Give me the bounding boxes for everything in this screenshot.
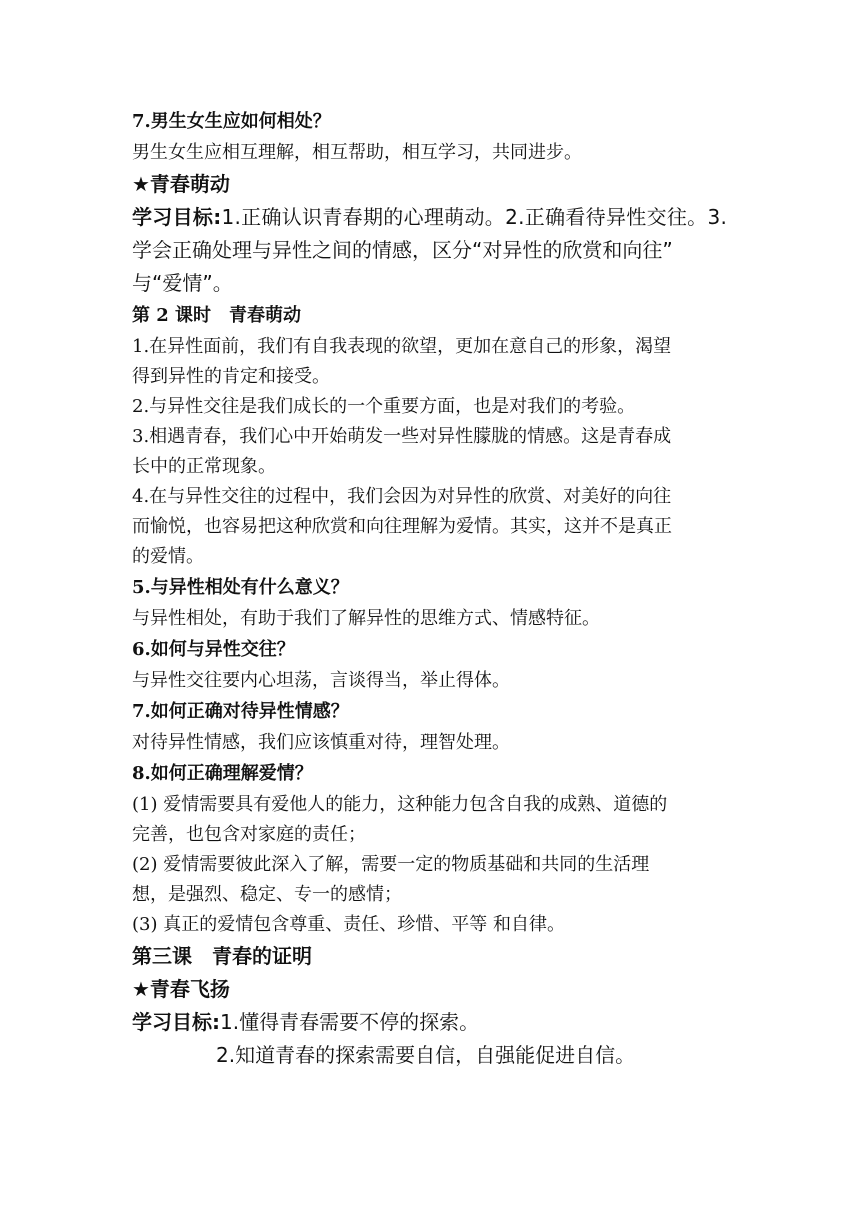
- learning-goals-continued: 学会正确处理与异性之间的情感，区分“对异性的欣赏和向往”: [132, 238, 673, 262]
- learning-goals-text: 1.正确认识青春期的心理萌动。2.正确看待异性交往。3.: [221, 205, 728, 229]
- question-heading: 7.男生女生应如何相处？: [132, 111, 331, 132]
- lesson-heading: 第 2 课时 青春萌动: [132, 305, 302, 326]
- learning-goals-continued: 2.知道青春的探索需要自信，自强能促进自信。: [216, 1043, 636, 1067]
- paragraph-line: 2.与异性交往是我们成长的一个重要方面，也是对我们的考验。: [132, 396, 636, 417]
- learning-goals: [132, 201, 744, 234]
- learning-goals-continued: 与“爱情”。: [132, 271, 233, 295]
- paragraph-line: 4.在与异性交往的过程中，我们会因为对异性的欣赏、对美好的向往: [132, 486, 672, 507]
- question-heading: 8.如何正确理解爱情？: [132, 763, 313, 784]
- section-heading: ★青春萌动: [132, 172, 230, 196]
- answer-text: 男生女生应相互理解，相互帮助，相互学习，共同进步。: [132, 142, 582, 163]
- list-item: (2) 爱情需要彼此深入了解，需要一定的物质基础和共同的生活理: [132, 854, 650, 875]
- list-item: (1) 爱情需要具有爱他人的能力，这种能力包含自我的成熟、道德的: [132, 794, 668, 815]
- question-heading: 6.如何与异性交往？: [132, 639, 295, 660]
- list-item-continued: 完善，也包含对家庭的责任；: [132, 824, 366, 845]
- question-heading: 7.如何正确对待异性情感？: [132, 701, 349, 722]
- learning-goals-text: 1.懂得青春需要不停的探索。: [220, 1010, 480, 1034]
- paragraph-line: 而愉悦，也容易把这种欣赏和向往理解为爱情。其实，这并不是真正: [132, 516, 672, 537]
- learning-goals: [132, 1006, 744, 1039]
- paragraph-line: 的爱情。: [132, 546, 204, 567]
- paragraph-line: 长中的正常现象。: [132, 456, 276, 477]
- answer-text: 与异性相处，有助于我们了解异性的思维方式、情感特征。: [132, 608, 600, 629]
- answer-text: 与异性交往要内心坦荡，言谈得当，举止得体。: [132, 670, 510, 691]
- document-page: [132, 106, 744, 1072]
- section-heading: ★青春飞扬: [132, 977, 230, 1001]
- paragraph-line: 3.相遇青春，我们心中开始萌发一些对异性朦胧的情感。这是青春成: [132, 426, 672, 447]
- list-item-continued: 想，是强烈、稳定、专一的感情；: [132, 884, 402, 905]
- list-item: (3) 真正的爱情包含尊重、责任、珍惜、平等 和自律。: [132, 914, 565, 935]
- lesson-title: 第三课 青春的证明: [132, 944, 312, 968]
- paragraph-line: 1.在异性面前，我们有自我表现的欲望，更加在意自己的形象，渴望: [132, 336, 672, 357]
- question-heading: 5.与异性相处有什么意义？: [132, 577, 349, 598]
- learning-goals-label: 学习目标:: [132, 205, 222, 229]
- paragraph-line: 得到异性的肯定和接受。: [132, 366, 330, 387]
- learning-goals-label: 学习目标:: [132, 1010, 220, 1034]
- answer-text: 对待异性情感，我们应该慎重对待，理智处理。: [132, 732, 510, 753]
